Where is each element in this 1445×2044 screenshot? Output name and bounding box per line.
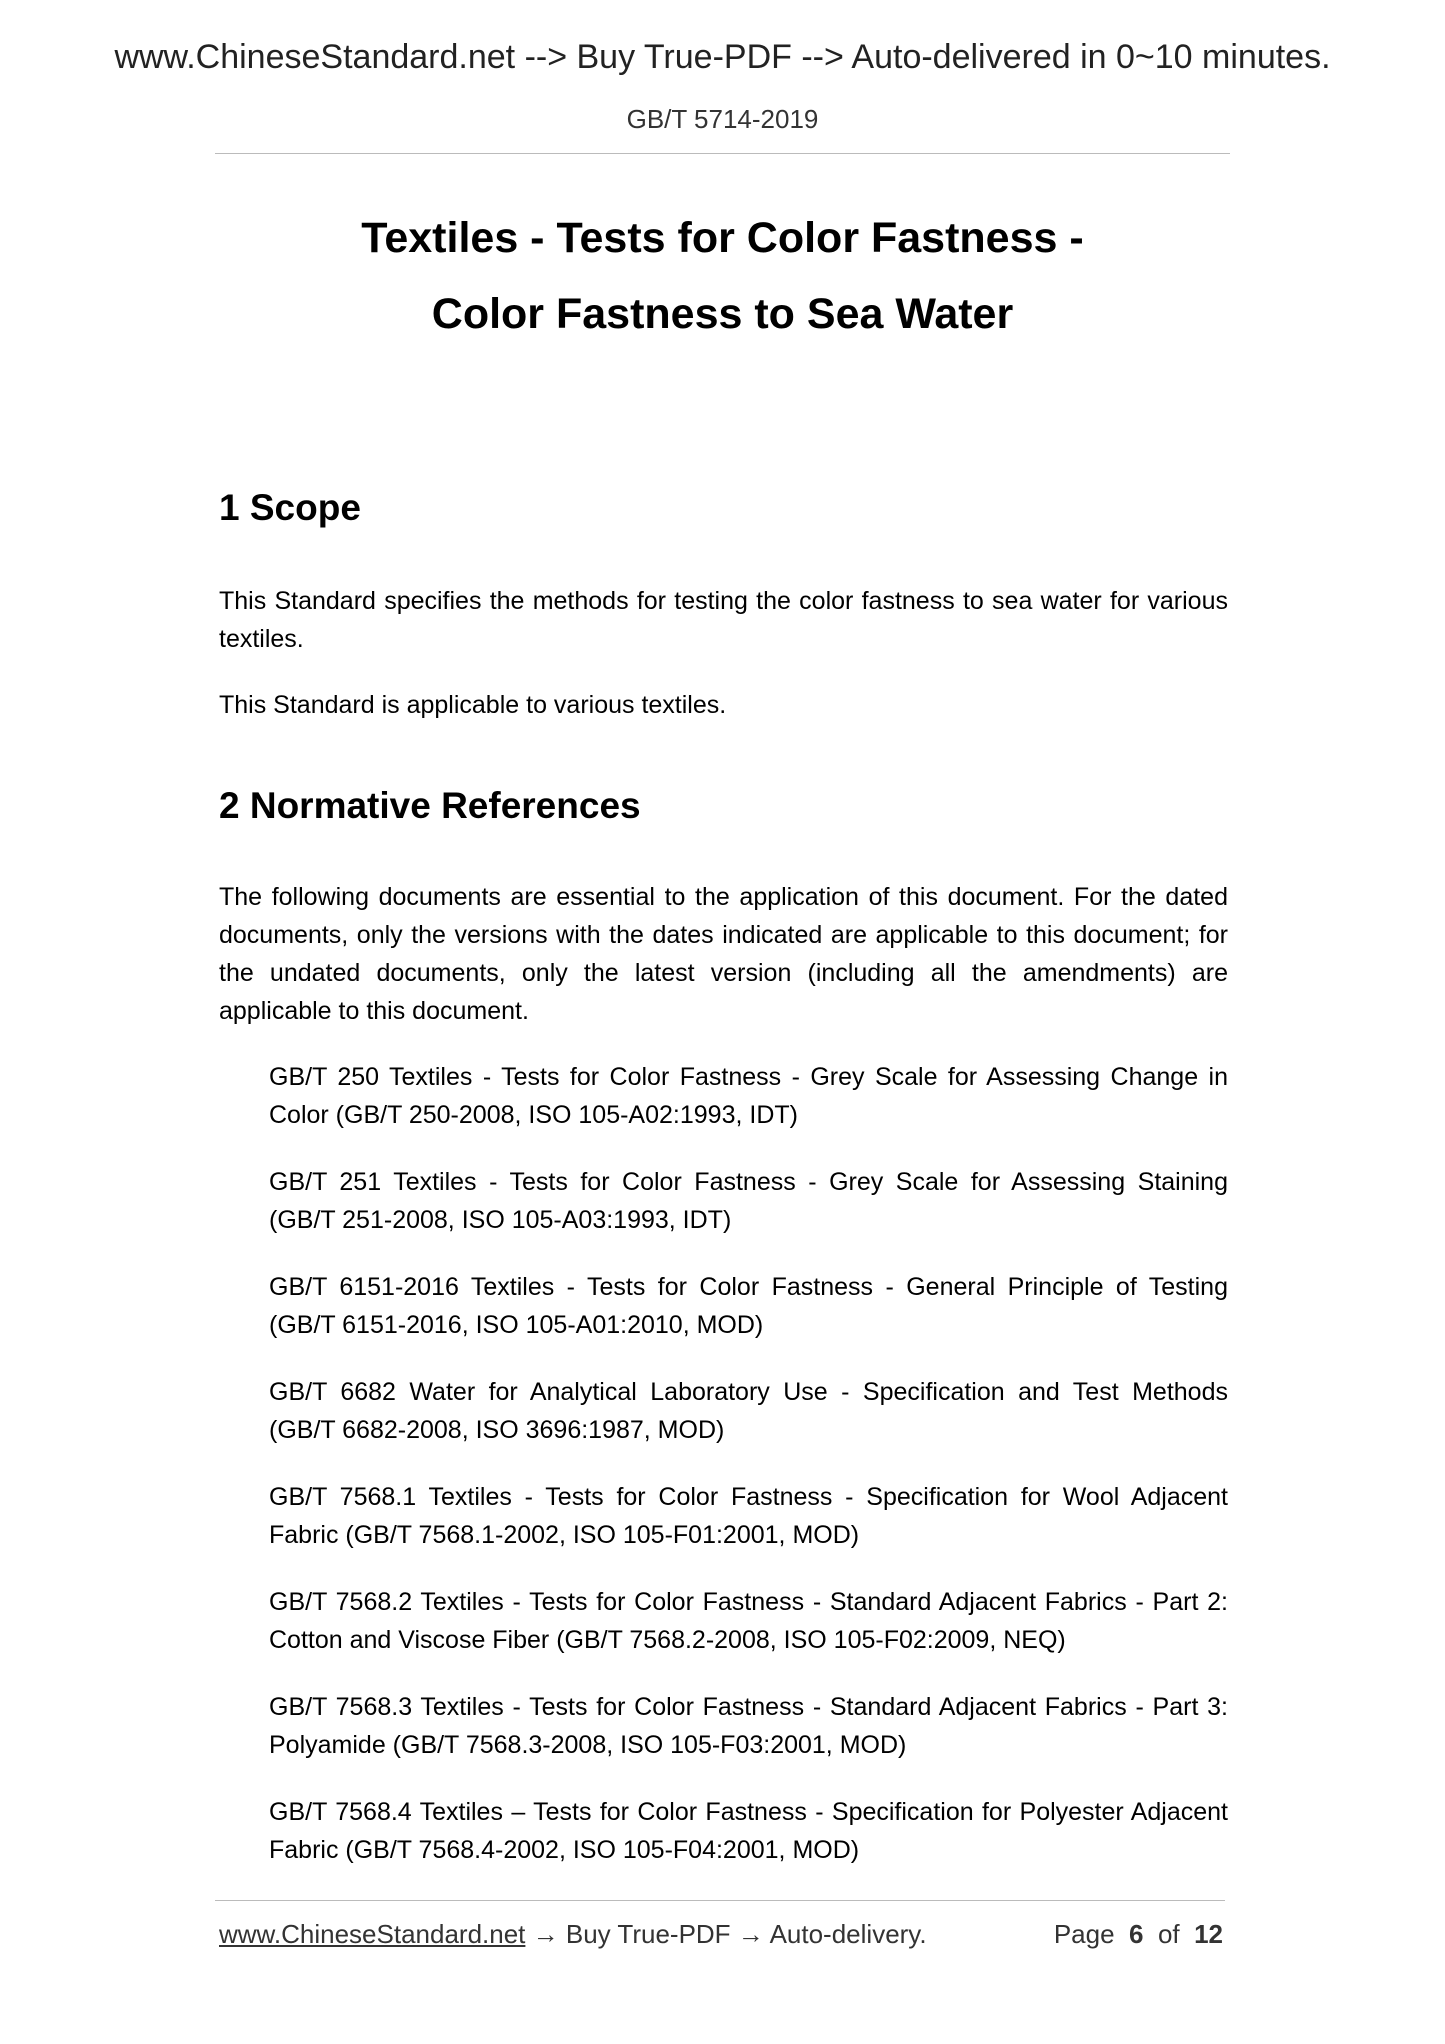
page-word: Page [1053, 1919, 1115, 1949]
reference-item: GB/T 251 Textiles - Tests for Color Fastness - Grey Scale for Assessing Staining (GB/T 251-2008, ISO 105-A03:1993, IDT) [269, 1168, 1228, 1234]
page-indicator [1054, 1919, 1223, 1950]
references-intro: The following documents are essential to the application of this document. For the dated documents, only the versions with the dates indicated are applicable to this document; for the undated documents, only the latest version (including all the amendments) are applicable to this document. [219, 883, 1228, 1025]
reference-item: GB/T 6151-2016 Textiles - Tests for Color Fastness - General Principle of Testing (GB/T 6151-2016, ISO 105-A01:2010, MOD) [269, 1273, 1228, 1339]
footer-tagline: → Buy True-PDF → Auto-delivery. [525, 1919, 927, 1949]
document-code: GB/T 5714-2019 [626, 104, 819, 134]
reference-item: GB/T 7568.1 Textiles - Tests for Color Fastness - Specification for Wool Adjacent Fabric (GB/T 7568.1-2002, ISO 105-F01:2001, MOD) [269, 1483, 1228, 1549]
footer-left [219, 1919, 927, 1950]
top-banner: www.ChineseStandard.net --> Buy True-PDF --> Auto-delivered in 0~10 minutes. [114, 38, 1331, 76]
footer-website-link[interactable]: www.ChineseStandard.net [219, 1919, 526, 1949]
scope-paragraph-1: This Standard specifies the methods for testing the color fastness to sea water for various textiles. [219, 587, 1228, 653]
reference-item: GB/T 7568.2 Textiles - Tests for Color Fastness - Standard Adjacent Fabrics - Part 2: Cotton and Viscose Fiber (GB/T 7568.2-2008, ISO 105-F02:2009, NEQ) [269, 1588, 1228, 1654]
page-number: 6 [1129, 1919, 1144, 1949]
reference-item: GB/T 6682 Water for Analytical Laboratory Use - Specification and Test Methods (GB/T 6682-2008, ISO 3696:1987, MOD) [269, 1378, 1228, 1444]
scope-paragraph-2: This Standard is applicable to various textiles. [219, 691, 727, 719]
reference-item: GB/T 7568.4 Textiles – Tests for Color Fastness - Specification for Polyester Adjacent Fabric (GB/T 7568.4-2002, ISO 105-F04:2001, MOD) [269, 1798, 1228, 1864]
total-pages: 12 [1194, 1919, 1223, 1949]
header-divider [215, 153, 1230, 154]
document-body [219, 478, 1228, 1898]
title-line-2: Color Fastness to Sea Water [431, 290, 1014, 338]
reference-list [219, 1058, 1228, 1869]
reference-item: GB/T 250 Textiles - Tests for Color Fastness - Grey Scale for Assessing Change in Color (GB/T 250-2008, ISO 105-A02:1993, IDT) [269, 1063, 1228, 1129]
document-title [0, 200, 1445, 352]
section-heading-scope: 1 Scope [219, 487, 361, 528]
reference-item: GB/T 7568.3 Textiles - Tests for Color Fastness - Standard Adjacent Fabrics - Part 3: Polyamide (GB/T 7568.3-2008, ISO 105-F03:2001, MOD) [269, 1693, 1228, 1759]
footer-divider [215, 1900, 1225, 1901]
of-word: of [1157, 1919, 1180, 1949]
section-heading-normative-references: 2 Normative References [219, 785, 641, 826]
title-line-1: Textiles - Tests for Color Fastness - [361, 214, 1084, 262]
